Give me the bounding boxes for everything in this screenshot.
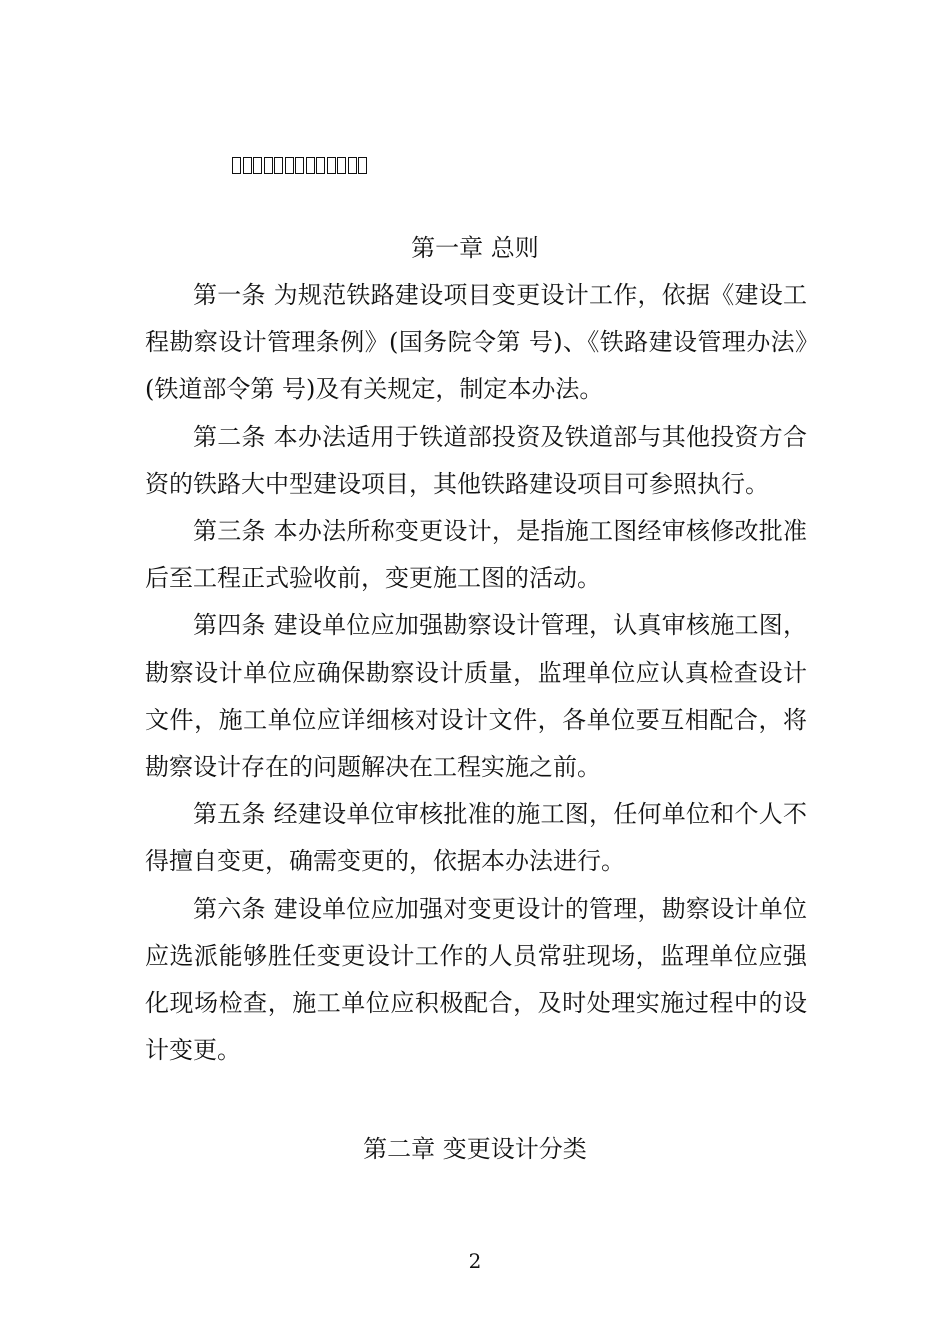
missing-glyph-box (337, 157, 346, 174)
missing-glyph-box (306, 157, 315, 174)
missing-glyph-box (285, 157, 294, 174)
missing-glyph-box (348, 157, 357, 174)
missing-glyph-box (274, 157, 283, 174)
missing-glyph-box (232, 157, 241, 174)
missing-glyph-box (327, 157, 336, 174)
article-3: 第三条 本办法所称变更设计，是指施工图经审核修改批准后至工程正式验收前，变更施工图的活动。 (145, 517, 807, 593)
article-2: 第二条 本办法适用于铁道部投资及铁道部与其他投资方合资的铁路大中型建设项目，其他铁路建设项目可参照执行。 (145, 422, 807, 498)
article-body (145, 272, 807, 1074)
article-4: 第四条 建设单位应加强勘察设计管理，认真审核施工图，勘察设计单位应确保勘察设计质量，监理单位应认真检查设计文件，施工单位应详细核对设计文件，各单位要互相配合，将勘察设计存在的问题解决在工程实施之前。 (145, 611, 807, 782)
garbled-title (232, 157, 368, 174)
missing-glyph-box (243, 157, 252, 174)
missing-glyph-box (316, 157, 325, 174)
chapter-1-heading: 第一章 总则 (411, 234, 539, 262)
page-number: 2 (468, 1249, 482, 1273)
missing-glyph-box (358, 157, 367, 174)
article-1: 第一条 为规范铁路建设项目变更设计工作，依据《建设工程勘察设计管理条例》(国务院令第 号)、《铁路建设管理办法》(铁道部令第 号)及有关规定，制定本办法。 (145, 281, 807, 404)
missing-glyph-box (295, 157, 304, 174)
article-6: 第六条 建设单位应加强对变更设计的管理，勘察设计单位应选派能够胜任变更设计工作的人员常驻现场，监理单位应强化现场检查，施工单位应积极配合，及时处理实施过程中的设计变更。 (145, 894, 807, 1065)
chapter-2-heading: 第二章 变更设计分类 (363, 1135, 587, 1163)
missing-glyph-box (253, 157, 262, 174)
missing-glyph-box (264, 157, 273, 174)
article-5: 第五条 经建设单位审核批准的施工图，任何单位和个人不得擅自变更，确需变更的，依据本办法进行。 (145, 800, 807, 876)
